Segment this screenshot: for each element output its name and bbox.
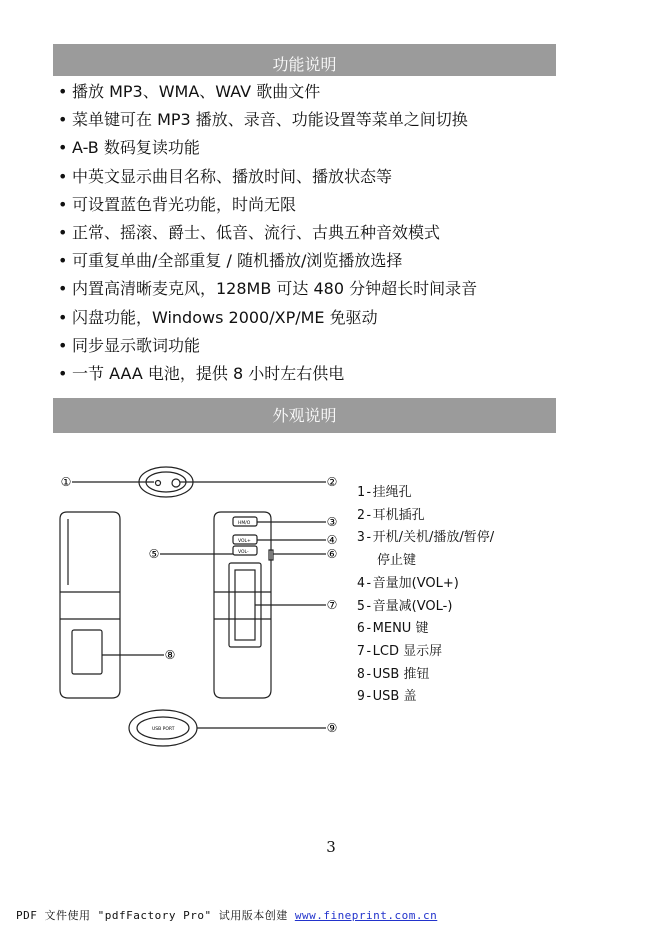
bullet: • bbox=[58, 335, 68, 355]
play-key-label: HM/O bbox=[238, 521, 251, 526]
legend-item bbox=[357, 664, 494, 687]
legend-item bbox=[357, 686, 494, 709]
legend-number: 7- bbox=[357, 643, 373, 659]
feature-text: 可重复单曲/全部重复 / 随机播放/浏览播放选择 bbox=[72, 251, 403, 271]
list-item bbox=[58, 106, 477, 134]
feature-text: 一节 AAA 电池，提供 8 小时左右供电 bbox=[72, 364, 345, 384]
legend-text: 停止键 bbox=[377, 553, 417, 569]
callout-8: ⑧ bbox=[164, 648, 176, 662]
list-item bbox=[58, 163, 477, 191]
list-item bbox=[58, 247, 477, 275]
legend-text: USB 推钮 bbox=[372, 666, 430, 682]
bullet: • bbox=[58, 138, 68, 158]
player-diagram bbox=[0, 460, 662, 760]
callout-6: ⑥ bbox=[326, 547, 338, 561]
legend-number: 2- bbox=[357, 507, 373, 523]
list-item bbox=[58, 191, 477, 219]
usb-slider bbox=[72, 630, 102, 674]
callout-7: ⑦ bbox=[326, 598, 338, 612]
callout-3: ③ bbox=[326, 515, 338, 529]
bullet: • bbox=[58, 279, 68, 299]
list-item bbox=[58, 275, 477, 303]
pdf-footer bbox=[16, 907, 437, 923]
bullet: • bbox=[58, 364, 68, 384]
legend-item bbox=[357, 641, 494, 664]
footer-text: PDF 文件使用 "pdfFactory Pro" 试用版本创建 bbox=[16, 909, 288, 922]
legend-number: 6- bbox=[357, 621, 373, 637]
callout-5: ⑤ bbox=[148, 547, 160, 561]
legend-item bbox=[357, 505, 494, 528]
feature-text: 可设置蓝色背光功能，时尚无限 bbox=[72, 194, 297, 214]
page-number: 3 bbox=[326, 838, 336, 856]
list-item bbox=[58, 134, 477, 162]
feature-text: 同步显示歌词功能 bbox=[72, 335, 201, 355]
legend-number: 3- bbox=[357, 530, 373, 546]
bullet: • bbox=[58, 82, 68, 101]
features-list bbox=[58, 78, 477, 388]
legend-text: MENU 键 bbox=[372, 621, 429, 637]
volume-down-label: VOL- bbox=[238, 550, 249, 555]
feature-text: 闪盘功能，Windows 2000/XP/ME 免驱动 bbox=[72, 307, 378, 327]
legend-number: 9- bbox=[357, 689, 373, 705]
legend-item bbox=[357, 482, 494, 505]
legend-text: 开机/关机/播放/暂停/ bbox=[372, 530, 495, 546]
bullet: • bbox=[58, 251, 68, 271]
legend-text: 耳机插孔 bbox=[372, 507, 425, 523]
callout-4: ④ bbox=[326, 533, 338, 547]
list-item bbox=[58, 219, 477, 247]
feature-text: 菜单键可在 MP3 播放、录音、功能设置等菜单之间切换 bbox=[72, 110, 468, 130]
legend-text: LCD 显示屏 bbox=[372, 643, 443, 659]
feature-text: 内置高清晰麦克风，128MB 可达 480 分钟超长时间录音 bbox=[72, 279, 478, 299]
legend-number: 5- bbox=[357, 598, 373, 614]
feature-text: A-B 数码复读功能 bbox=[72, 138, 200, 158]
legend-text: 音量加(VOL+) bbox=[372, 575, 459, 591]
legend-item bbox=[357, 550, 494, 573]
bullet: • bbox=[58, 110, 68, 130]
legend-item bbox=[357, 596, 494, 619]
footer-link[interactable]: www.fineprint.com.cn bbox=[294, 909, 438, 922]
callout-1: ① bbox=[60, 475, 72, 489]
bullet: • bbox=[58, 166, 68, 186]
feature-text: 中英文显示曲目名称、播放时间、播放状态等 bbox=[72, 166, 393, 186]
volume-up-label: VOL+ bbox=[238, 539, 251, 544]
bullet: • bbox=[58, 194, 68, 214]
legend-item bbox=[357, 527, 494, 550]
usb-port-label: USB PORT bbox=[152, 727, 175, 732]
features-section-header: 功能说明 bbox=[53, 44, 556, 76]
list-item bbox=[58, 332, 477, 360]
feature-text: 播放 MP3、WMA、WAV 歌曲文件 bbox=[72, 82, 321, 101]
legend-number: 4- bbox=[357, 575, 373, 591]
bullet: • bbox=[58, 223, 68, 243]
lanyard-hole bbox=[156, 481, 161, 486]
legend-text: USB 盖 bbox=[372, 689, 417, 705]
list-item bbox=[58, 304, 477, 332]
legend-item bbox=[357, 618, 494, 641]
back-view-body bbox=[60, 512, 120, 698]
feature-text: 正常、摇滚、爵士、低音、流行、古典五种音效模式 bbox=[72, 223, 441, 243]
parts-legend bbox=[357, 482, 494, 709]
legend-item bbox=[357, 573, 494, 596]
legend-text: 音量减(VOL-) bbox=[372, 598, 453, 614]
list-item bbox=[58, 78, 477, 106]
bullet: • bbox=[58, 307, 68, 327]
callout-9: ⑨ bbox=[326, 721, 338, 735]
list-item bbox=[58, 360, 477, 388]
earphone-jack bbox=[172, 479, 180, 487]
legend-number: 1- bbox=[357, 485, 373, 500]
legend-number: 8- bbox=[357, 666, 373, 682]
legend-text: 挂绳孔 bbox=[372, 485, 412, 500]
lcd-screen bbox=[235, 570, 255, 640]
appearance-section-header: 外观说明 bbox=[53, 398, 556, 433]
callout-2: ② bbox=[326, 475, 338, 489]
